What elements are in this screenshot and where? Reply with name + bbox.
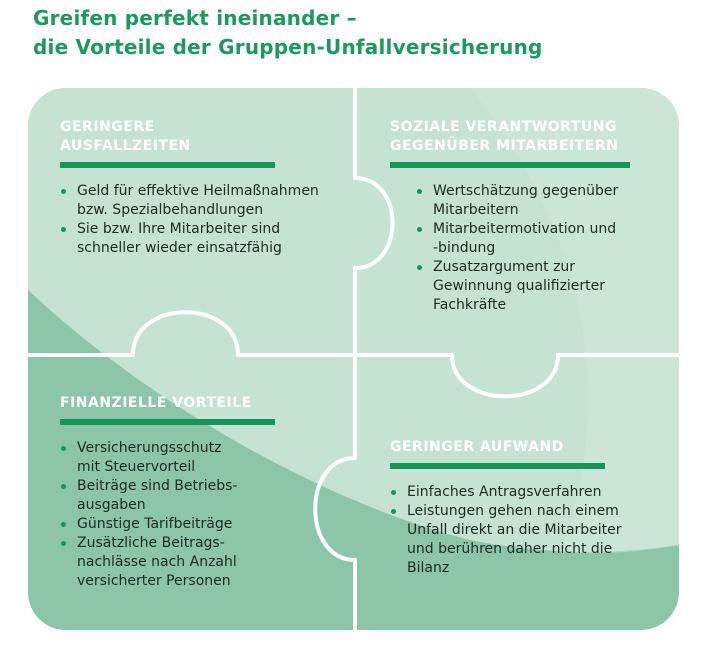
list-item-line: Versicherungsschutz — [77, 440, 222, 456]
list-item-line: Fachkräfte — [433, 297, 507, 313]
list-item — [390, 483, 675, 502]
list-item-line: Leistungen gehen nach einem — [407, 503, 619, 519]
panel-heading — [390, 438, 675, 457]
panel-heading-line: FINANZIELLE VORTEILE — [60, 395, 252, 411]
panel-finanzielle-vorteile — [60, 394, 340, 591]
panel-geringere-ausfallzeiten — [60, 118, 360, 258]
panel-heading — [60, 118, 360, 156]
list-item — [390, 502, 675, 578]
list-item — [416, 220, 670, 258]
panel-heading-line: GERINGER AUFWAND — [390, 439, 564, 455]
list-item-line: Einfaches Antragsverfahren — [407, 484, 602, 500]
title-line-1: Greifen perfekt ineinander – — [33, 6, 357, 30]
panel-heading-line: GERINGERE — [60, 119, 155, 135]
heading-underline — [60, 162, 275, 168]
list-item-line: nachlässe nach Anzahl — [77, 554, 237, 570]
panel-soziale-verantwortung — [390, 118, 670, 315]
bullet-list — [416, 182, 670, 315]
list-item-line: Zusätzliche Beitrags- — [77, 535, 225, 551]
panel-heading-line: GEGENÜBER MITARBEITERN — [390, 138, 619, 154]
list-item — [60, 439, 340, 477]
list-item-line: Beiträge sind Betriebs- — [77, 478, 238, 494]
list-item — [60, 220, 360, 258]
list-item-line: Wertschätzung gegenüber — [433, 183, 619, 199]
list-item-line: und berühren daher nicht die — [407, 541, 613, 557]
panel-heading — [390, 118, 670, 156]
list-item-line: Geld für effektive Heilmaßnahmen — [77, 183, 319, 199]
list-item — [60, 515, 340, 534]
heading-underline — [60, 419, 275, 425]
list-item-line: mit Steuervorteil — [77, 459, 196, 475]
list-item-line: versicherter Personen — [77, 573, 231, 589]
list-item-line: Günstige Tarifbeiträge — [77, 516, 233, 532]
list-item-line: Zusatzargument zur — [433, 259, 576, 275]
panel-heading-line: SOZIALE VERANTWORTUNG — [390, 119, 617, 135]
list-item-line: Bilanz — [407, 560, 450, 576]
list-item-line: Unfall direkt an die Mitarbeiter — [407, 522, 622, 538]
list-item-line: Gewinnung qualifizierter — [433, 278, 606, 294]
list-item — [60, 534, 340, 591]
list-item-line: bzw. Spezialbehandlungen — [77, 202, 264, 218]
list-item-line: Mitarbeitermotivation und — [433, 221, 617, 237]
list-item — [60, 477, 340, 515]
bullet-list — [60, 182, 360, 258]
bullet-list — [390, 483, 675, 578]
bullet-list — [60, 439, 340, 591]
list-item — [416, 182, 670, 220]
list-item-line: Mitarbeitern — [433, 202, 519, 218]
list-item — [60, 182, 360, 220]
list-item-line: Sie bzw. Ihre Mitarbeiter sind — [77, 221, 281, 237]
list-item-line: schneller wieder einsatzfähig — [77, 240, 282, 256]
list-item — [416, 258, 670, 315]
panel-heading — [60, 394, 340, 413]
list-item-line: -bindung — [433, 240, 496, 256]
heading-underline — [390, 463, 605, 469]
title-line-2: die Vorteile der Gruppen-Unfallversicherung — [33, 35, 543, 59]
list-item-line: ausgaben — [77, 497, 146, 513]
heading-underline — [390, 162, 630, 168]
panel-geringer-aufwand — [390, 438, 675, 578]
panel-heading-line: AUSFALLZEITEN — [60, 138, 191, 154]
